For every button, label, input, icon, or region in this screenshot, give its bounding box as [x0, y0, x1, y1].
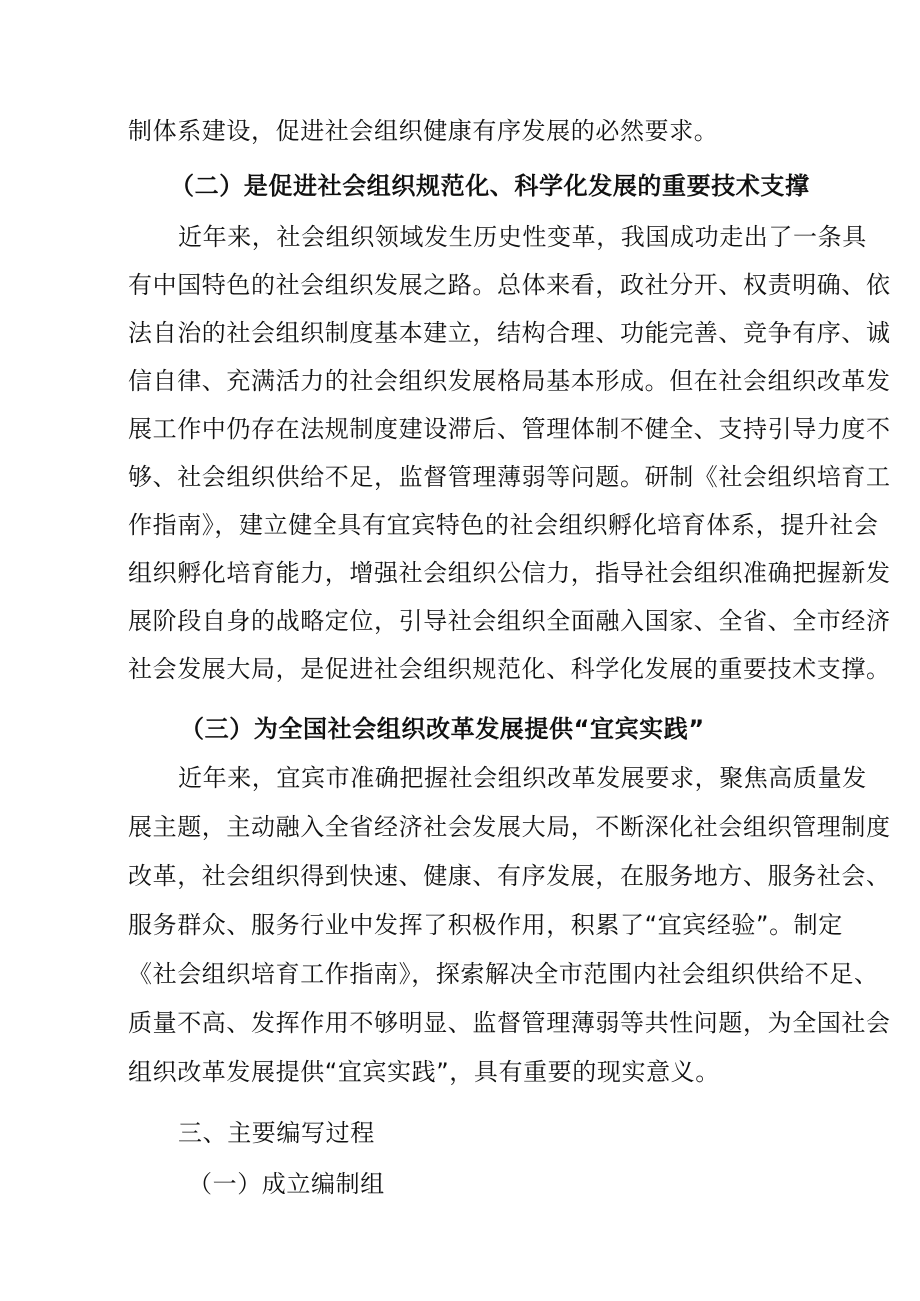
paragraph-line: 质量不高、发挥作用不够明显、监督管理薄弱等共性问题，为全国社会 — [128, 1009, 891, 1037]
paragraph-line: 《社会组织培育工作指南》，探索解决全市范围内社会组织供给不足、 — [128, 960, 879, 988]
paragraph-line: 展阶段自身的战略定位，引导社会组织全面融入国家、全省、全市经济 — [128, 607, 891, 635]
paragraph-line: 近年来，宜宾市准确把握社会组织改革发展要求，聚焦高质量发 — [178, 764, 867, 792]
paragraph-line: 法自治的社会组织制度基本建立，结构合理、功能完善、竞争有序、诚 — [128, 319, 891, 347]
paragraph-line: 信自律、充满活力的社会组织发展格局基本形成。但在社会组织改革发 — [128, 367, 891, 395]
paragraph-line: 够、社会组织供给不足，监督管理薄弱等问题。研制《社会组织培育工 — [128, 463, 891, 491]
subsection-heading: （一）成立编制组 — [188, 1170, 385, 1198]
paragraph-line: 展工作中仍存在法规制度建设滞后、管理体制不健全、支持引导力度不 — [128, 415, 891, 443]
chapter-heading: 三、主要编写过程 — [178, 1119, 375, 1147]
paragraph-line: 社会发展大局，是促进社会组织规范化、科学化发展的重要技术支撑。 — [128, 655, 891, 683]
paragraph-line: 制体系建设，促进社会组织健康有序发展的必然要求。 — [128, 117, 719, 145]
paragraph-line: 组织孵化培育能力，增强社会组织公信力，指导社会组织准确把握新发 — [128, 559, 891, 587]
paragraph-line: 展主题，主动融入全省经济社会发展大局，不断深化社会组织管理制度 — [128, 813, 891, 841]
paragraph-line: 近年来，社会组织领域发生历史性变革，我国成功走出了一条具 — [178, 223, 867, 251]
section-heading-2: （二）是促进社会组织规范化、科学化发展的重要技术支撑 — [170, 172, 810, 200]
paragraph-line: 改革，社会组织得到快速、健康、有序发展，在服务地方、服务社会、 — [128, 862, 891, 890]
paragraph-line: 有中国特色的社会组织发展之路。总体来看，政社分开、权责明确、依 — [128, 271, 891, 299]
section-heading-3: （三）为全国社会组织改革发展提供“宜宾实践” — [180, 715, 705, 743]
paragraph-line: 组织改革发展提供“宜宾实践”，具有重要的现实意义。 — [128, 1058, 720, 1086]
paragraph-line: 作指南》，建立健全具有宜宾特色的社会组织孵化培育体系，提升社会 — [128, 511, 879, 539]
paragraph-line: 服务群众、服务行业中发挥了积极作用，积累了“宜宾经验”。制定 — [128, 911, 843, 939]
